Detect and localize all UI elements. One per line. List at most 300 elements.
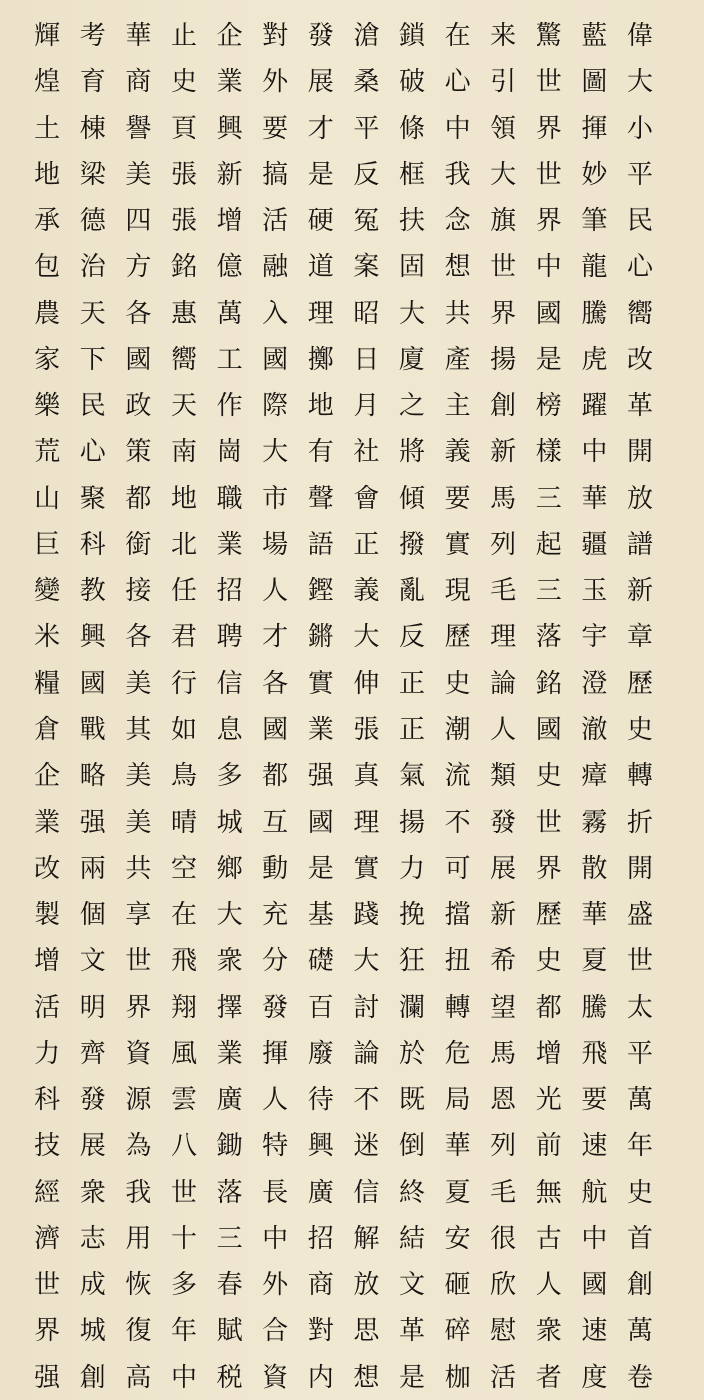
character: 伸 <box>353 668 380 699</box>
character: 產 <box>444 344 471 375</box>
character: 煌 <box>34 67 61 98</box>
character: 中 <box>170 1362 197 1393</box>
character: 美 <box>125 159 152 190</box>
character: 瘴 <box>581 761 608 792</box>
character: 中 <box>581 1223 608 1254</box>
character: 策 <box>125 437 152 468</box>
character: 龍 <box>581 252 608 283</box>
character: 互 <box>262 807 289 838</box>
character: 内 <box>307 1362 334 1393</box>
character: 史 <box>626 1177 653 1208</box>
character: 賦 <box>216 1316 243 1347</box>
character: 基 <box>307 900 334 931</box>
character: 君 <box>170 622 197 653</box>
character: 疆 <box>581 529 608 560</box>
character: 飛 <box>581 1038 608 1069</box>
character: 文 <box>398 1270 425 1301</box>
character: 義 <box>353 576 380 607</box>
character: 衆 <box>535 1316 562 1347</box>
character: 安 <box>444 1223 471 1254</box>
character: 正 <box>398 714 425 745</box>
character: 平 <box>626 159 653 190</box>
character: 個 <box>79 900 106 931</box>
character: 年 <box>170 1316 197 1347</box>
character: 興 <box>79 622 106 653</box>
character: 現 <box>444 576 471 607</box>
character: 来 <box>490 21 517 51</box>
character: 國 <box>79 668 106 699</box>
character: 要 <box>262 113 289 144</box>
character: 萬 <box>626 1085 653 1116</box>
text-column <box>483 22 523 1392</box>
character: 大 <box>262 437 289 468</box>
character: 戰 <box>79 714 106 745</box>
character: 要 <box>444 483 471 514</box>
character: 理 <box>490 622 517 653</box>
character: 展 <box>307 67 334 98</box>
character: 對 <box>262 21 289 51</box>
character: 世 <box>535 67 562 98</box>
character: 地 <box>307 391 334 422</box>
character: 騰 <box>581 992 608 1023</box>
character: 美 <box>125 668 152 699</box>
character: 有 <box>307 437 334 468</box>
character: 億 <box>216 252 243 283</box>
character: 止 <box>170 21 197 51</box>
character: 任 <box>170 576 197 607</box>
character: 製 <box>34 900 61 931</box>
character: 南 <box>170 437 197 468</box>
character: 瀾 <box>398 992 425 1023</box>
character: 前 <box>535 1131 562 1162</box>
character: 中 <box>535 252 562 283</box>
character: 不 <box>444 807 471 838</box>
character: 荒 <box>34 437 61 468</box>
character: 不 <box>353 1085 380 1116</box>
character: 人 <box>490 714 517 745</box>
character: 在 <box>170 900 197 931</box>
text-column <box>118 22 158 1392</box>
character: 中 <box>262 1223 289 1254</box>
character: 增 <box>535 1038 562 1069</box>
character: 日 <box>353 344 380 375</box>
character: 城 <box>216 807 243 838</box>
character: 正 <box>353 529 380 560</box>
character: 盛 <box>626 900 653 931</box>
character: 開 <box>626 437 653 468</box>
character: 霧 <box>581 807 608 838</box>
character: 源 <box>125 1085 152 1116</box>
character: 偉 <box>626 21 653 51</box>
character: 史 <box>535 946 562 977</box>
text-column <box>529 22 569 1392</box>
character: 略 <box>79 761 106 792</box>
character: 卷 <box>626 1362 653 1393</box>
character: 濟 <box>34 1223 61 1254</box>
character: 廣 <box>307 1177 334 1208</box>
character: 招 <box>307 1223 334 1254</box>
character: 考 <box>79 21 106 51</box>
character: 外 <box>262 1270 289 1301</box>
character: 歷 <box>535 900 562 931</box>
character: 月 <box>353 391 380 422</box>
character: 育 <box>79 67 106 98</box>
character: 驚 <box>535 21 562 51</box>
character: 商 <box>307 1270 334 1301</box>
character: 地 <box>170 483 197 514</box>
character: 天 <box>79 298 106 329</box>
character: 界 <box>535 853 562 884</box>
character: 界 <box>535 113 562 144</box>
character: 平 <box>626 1038 653 1069</box>
character: 張 <box>170 159 197 190</box>
character: 毛 <box>490 576 517 607</box>
character: 作 <box>216 391 243 422</box>
character: 都 <box>125 483 152 514</box>
character: 增 <box>216 206 243 237</box>
character: 終 <box>398 1177 425 1208</box>
character: 航 <box>581 1177 608 1208</box>
character: 齊 <box>79 1038 106 1069</box>
character: 銘 <box>170 252 197 283</box>
character: 義 <box>444 437 471 468</box>
character: 玉 <box>581 576 608 607</box>
character: 三 <box>535 576 562 607</box>
character: 世 <box>535 807 562 838</box>
character: 大 <box>626 67 653 98</box>
character: 歷 <box>444 622 471 653</box>
character: 嚮 <box>170 344 197 375</box>
character: 才 <box>262 622 289 653</box>
character: 樣 <box>535 437 562 468</box>
character: 界 <box>490 298 517 329</box>
character: 兩 <box>79 853 106 884</box>
character: 巨 <box>34 529 61 560</box>
character: 聚 <box>79 483 106 514</box>
character: 聘 <box>216 622 243 653</box>
character: 際 <box>262 391 289 422</box>
character: 鏘 <box>307 622 334 653</box>
character: 接 <box>125 576 152 607</box>
character: 揮 <box>262 1038 289 1069</box>
character: 正 <box>398 668 425 699</box>
character: 念 <box>444 206 471 237</box>
character: 流 <box>444 761 471 792</box>
character: 樂 <box>34 391 61 422</box>
character: 承 <box>34 206 61 237</box>
character: 科 <box>34 1085 61 1116</box>
character: 北 <box>170 529 197 560</box>
character: 改 <box>34 853 61 884</box>
character: 領 <box>490 113 517 144</box>
character: 美 <box>125 761 152 792</box>
character: 息 <box>216 714 243 745</box>
character: 框 <box>398 159 425 190</box>
character: 改 <box>626 344 653 375</box>
text-column <box>27 22 67 1392</box>
character: 反 <box>398 622 425 653</box>
character: 理 <box>307 298 334 329</box>
character: 復 <box>125 1316 152 1347</box>
character: 騰 <box>581 298 608 329</box>
character: 論 <box>353 1038 380 1069</box>
character: 信 <box>353 1177 380 1208</box>
character: 礎 <box>307 946 334 977</box>
character: 張 <box>170 206 197 237</box>
character: 心 <box>79 437 106 468</box>
character: 恩 <box>490 1085 517 1116</box>
character: 鋤 <box>216 1131 243 1162</box>
character: 起 <box>535 529 562 560</box>
character: 踐 <box>353 900 380 931</box>
character: 挽 <box>398 900 425 931</box>
character: 條 <box>398 113 425 144</box>
character: 想 <box>353 1362 380 1393</box>
character: 融 <box>262 252 289 283</box>
character: 活 <box>34 992 61 1023</box>
character: 各 <box>125 622 152 653</box>
character: 很 <box>490 1223 517 1254</box>
character: 崗 <box>216 437 243 468</box>
character: 大 <box>398 298 425 329</box>
character: 成 <box>79 1270 106 1301</box>
character: 藍 <box>581 21 608 51</box>
character: 案 <box>353 252 380 283</box>
character: 實 <box>307 668 334 699</box>
character: 聲 <box>307 483 334 514</box>
character: 企 <box>34 761 61 792</box>
character: 資 <box>262 1362 289 1393</box>
character: 理 <box>353 807 380 838</box>
character: 技 <box>34 1131 61 1162</box>
character: 如 <box>170 714 197 745</box>
character: 銜 <box>125 529 152 560</box>
character: 光 <box>535 1085 562 1116</box>
character: 是 <box>307 159 334 190</box>
character: 三 <box>216 1223 243 1254</box>
character: 十 <box>170 1223 197 1254</box>
character: 搞 <box>262 159 289 190</box>
character: 國 <box>535 714 562 745</box>
character: 高 <box>125 1362 152 1393</box>
character: 企 <box>216 21 243 51</box>
character: 待 <box>307 1085 334 1116</box>
character: 章 <box>626 622 653 653</box>
character: 力 <box>34 1038 61 1069</box>
character: 倒 <box>398 1131 425 1162</box>
character: 國 <box>262 344 289 375</box>
character: 望 <box>490 992 517 1023</box>
character: 充 <box>262 900 289 931</box>
character: 傾 <box>398 483 425 514</box>
character: 速 <box>581 1131 608 1162</box>
character: 場 <box>262 529 289 560</box>
character: 晴 <box>170 807 197 838</box>
character: 實 <box>444 529 471 560</box>
character: 新 <box>626 576 653 607</box>
character: 硬 <box>307 206 334 237</box>
character: 華 <box>581 900 608 931</box>
character: 首 <box>626 1223 653 1254</box>
character: 都 <box>262 761 289 792</box>
character: 語 <box>307 529 334 560</box>
character: 落 <box>216 1177 243 1208</box>
character: 華 <box>125 21 152 51</box>
character: 界 <box>34 1316 61 1347</box>
character: 轉 <box>626 761 653 792</box>
character: 各 <box>125 298 152 329</box>
character: 動 <box>262 853 289 884</box>
character: 國 <box>262 714 289 745</box>
character: 碎 <box>444 1316 471 1347</box>
character: 中 <box>581 437 608 468</box>
character: 都 <box>535 992 562 1023</box>
character: 明 <box>79 992 106 1023</box>
character: 業 <box>216 529 243 560</box>
character: 包 <box>34 252 61 283</box>
character: 入 <box>262 298 289 329</box>
character: 圖 <box>581 67 608 98</box>
character: 城 <box>79 1316 106 1347</box>
character: 亂 <box>398 576 425 607</box>
character: 活 <box>490 1362 517 1393</box>
character: 新 <box>490 437 517 468</box>
character: 想 <box>444 252 471 283</box>
text-column <box>73 22 113 1392</box>
character: 米 <box>34 622 61 653</box>
character: 我 <box>444 159 471 190</box>
character: 萬 <box>626 1316 653 1347</box>
character: 家 <box>34 344 61 375</box>
character: 譜 <box>626 529 653 560</box>
character: 德 <box>79 206 106 237</box>
character: 張 <box>353 714 380 745</box>
text-column <box>438 22 478 1392</box>
character: 毛 <box>490 1177 517 1208</box>
character: 度 <box>581 1362 608 1393</box>
character: 增 <box>34 946 61 977</box>
character: 鏗 <box>307 576 334 607</box>
character: 真 <box>353 761 380 792</box>
character: 砸 <box>444 1270 471 1301</box>
character: 者 <box>535 1362 562 1393</box>
character: 開 <box>626 853 653 884</box>
character: 慰 <box>490 1316 517 1347</box>
character: 譽 <box>125 113 152 144</box>
character: 虎 <box>581 344 608 375</box>
character: 發 <box>262 992 289 1023</box>
character: 活 <box>262 206 289 237</box>
character: 特 <box>262 1131 289 1162</box>
character: 興 <box>216 113 243 144</box>
character: 嚮 <box>626 298 653 329</box>
character: 衆 <box>216 946 243 977</box>
character: 桑 <box>353 67 380 98</box>
character: 躍 <box>581 391 608 422</box>
character: 揚 <box>398 807 425 838</box>
character: 經 <box>34 1177 61 1208</box>
character: 國 <box>581 1270 608 1301</box>
character: 業 <box>216 67 243 98</box>
character: 信 <box>216 668 243 699</box>
character: 萬 <box>216 298 243 329</box>
character: 史 <box>626 714 653 745</box>
character: 世 <box>125 946 152 977</box>
character: 國 <box>125 344 152 375</box>
character: 放 <box>626 483 653 514</box>
character: 馬 <box>490 483 517 514</box>
character: 太 <box>626 992 653 1023</box>
character: 風 <box>170 1038 197 1069</box>
character: 教 <box>79 576 106 607</box>
character: 華 <box>444 1131 471 1162</box>
character: 可 <box>444 853 471 884</box>
character: 引 <box>490 67 517 98</box>
character: 類 <box>490 761 517 792</box>
character: 多 <box>170 1270 197 1301</box>
character: 衆 <box>79 1177 106 1208</box>
character: 華 <box>581 483 608 514</box>
character: 職 <box>216 483 243 514</box>
character: 世 <box>490 252 517 283</box>
character: 雲 <box>170 1085 197 1116</box>
character: 人 <box>262 576 289 607</box>
character: 美 <box>125 807 152 838</box>
character: 新 <box>216 159 243 190</box>
character: 思 <box>353 1316 380 1347</box>
character: 界 <box>535 206 562 237</box>
character: 外 <box>262 67 289 98</box>
character: 將 <box>398 437 425 468</box>
character: 發 <box>490 807 517 838</box>
character: 枷 <box>444 1362 471 1393</box>
character: 論 <box>490 668 517 699</box>
character: 業 <box>307 714 334 745</box>
character: 討 <box>353 992 380 1023</box>
character: 潮 <box>444 714 471 745</box>
character: 馬 <box>490 1038 517 1069</box>
character: 是 <box>535 344 562 375</box>
character: 平 <box>353 113 380 144</box>
character: 心 <box>444 67 471 98</box>
character: 土 <box>34 113 61 144</box>
character: 强 <box>34 1362 61 1393</box>
text-column <box>620 22 660 1392</box>
character: 創 <box>490 391 517 422</box>
character: 古 <box>535 1223 562 1254</box>
character: 落 <box>535 622 562 653</box>
character: 志 <box>79 1223 106 1254</box>
character: 夏 <box>581 946 608 977</box>
character: 銘 <box>535 668 562 699</box>
character: 世 <box>34 1270 61 1301</box>
character: 要 <box>581 1085 608 1116</box>
character: 糧 <box>34 668 61 699</box>
character: 用 <box>125 1223 152 1254</box>
character: 史 <box>535 761 562 792</box>
character: 民 <box>626 206 653 237</box>
character: 税 <box>216 1362 243 1393</box>
character: 撥 <box>398 529 425 560</box>
character: 倉 <box>34 714 61 745</box>
character: 八 <box>170 1131 197 1162</box>
character: 頁 <box>170 113 197 144</box>
character: 扭 <box>444 946 471 977</box>
character: 散 <box>581 853 608 884</box>
character: 揚 <box>490 344 517 375</box>
character: 工 <box>216 344 243 375</box>
character: 展 <box>490 853 517 884</box>
